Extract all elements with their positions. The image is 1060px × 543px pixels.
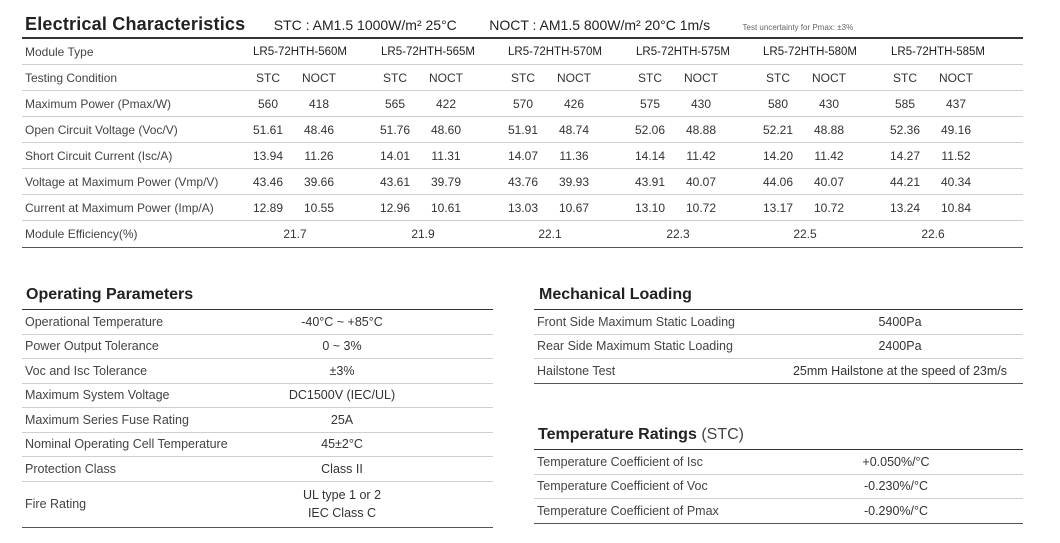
stc-value: 560 xyxy=(257,96,279,111)
stc-label: STC xyxy=(256,70,280,85)
stc-value: 52.06 xyxy=(634,122,666,137)
noct-value: 10.67 xyxy=(558,200,590,215)
electrical-row xyxy=(22,117,1023,143)
noct-value: 39.79 xyxy=(430,174,462,189)
temperature-title-suffix: (STC) xyxy=(701,426,744,443)
stc-value: 51.76 xyxy=(379,122,411,137)
stc-value: 565 xyxy=(384,96,406,111)
noct-value: 49.16 xyxy=(940,122,972,137)
fire-rating-line: IEC Class C xyxy=(307,506,377,520)
temperature-value: -0.290%/°C xyxy=(863,503,929,518)
fire-rating-value xyxy=(262,482,422,527)
noct-label: NOCT xyxy=(684,70,718,85)
testing-condition-label: Testing Condition xyxy=(25,70,118,85)
mechanical-value: 25mm Hailstone at the speed of 23m/s xyxy=(792,363,1007,378)
electrical-row xyxy=(22,169,1023,195)
noct-value: 48.60 xyxy=(430,122,462,137)
operating-label: Protection Class xyxy=(25,461,117,476)
stc-label: STC xyxy=(383,70,407,85)
mechanical-value: 2400Pa xyxy=(878,339,922,354)
operating-row xyxy=(22,384,493,409)
stc-value: 14.20 xyxy=(762,148,794,163)
stc-value: 12.89 xyxy=(252,200,284,215)
stc-value: 585 xyxy=(894,96,916,111)
noct-value: 10.61 xyxy=(430,200,462,215)
operating-label: Maximum System Voltage xyxy=(25,388,170,403)
efficiency-value: 22.3 xyxy=(666,227,690,241)
stc-value: 43.91 xyxy=(634,174,666,189)
mechanical-row xyxy=(534,359,1023,384)
mechanical-label: Front Side Maximum Static Loading xyxy=(537,314,736,329)
fire-rating-line: UL type 1 or 2 xyxy=(302,488,382,502)
temperature-rows xyxy=(534,449,1023,524)
temperature-value: +0.050%/°C xyxy=(862,454,930,469)
stc-value: 51.91 xyxy=(507,122,539,137)
operating-value: ±3% xyxy=(329,363,355,378)
noct-value: 430 xyxy=(818,96,840,111)
stc-value: 14.07 xyxy=(507,148,539,163)
stc-value: 44.21 xyxy=(889,174,921,189)
model-header: LR5-72HTH-570M xyxy=(508,45,602,58)
mechanical-rows xyxy=(534,309,1023,384)
noct-value: 40.07 xyxy=(813,174,845,189)
operating-label: Maximum Series Fuse Rating xyxy=(25,412,189,427)
efficiency-value: 22.1 xyxy=(538,227,562,241)
noct-condition: NOCT : AM1.5 800W/m² 20°C 1m/s xyxy=(489,17,711,33)
electrical-row-label: Short Circuit Current (Isc/A) xyxy=(25,148,173,163)
testing-condition-row xyxy=(22,65,1023,91)
electrical-row-label: Voltage at Maximum Power (Vmp/V) xyxy=(25,174,219,189)
operating-row xyxy=(22,309,493,335)
operating-rows xyxy=(22,309,493,482)
electrical-data-rows xyxy=(22,91,1023,221)
fire-rating-row xyxy=(22,482,493,528)
stc-condition: STC : AM1.5 1000W/m² 25°C xyxy=(273,17,457,33)
stc-value: 575 xyxy=(639,96,661,111)
noct-value: 11.42 xyxy=(814,148,844,163)
stc-value: 52.21 xyxy=(762,122,794,137)
operating-label: Power Output Tolerance xyxy=(25,339,159,354)
noct-value: 422 xyxy=(435,96,457,111)
noct-value: 40.07 xyxy=(685,174,717,189)
model-header: LR5-72HTH-565M xyxy=(381,45,475,58)
stc-value: 14.14 xyxy=(634,148,666,163)
operating-row xyxy=(22,335,493,360)
stc-value: 13.17 xyxy=(762,200,794,215)
temperature-row xyxy=(534,449,1023,475)
operating-row xyxy=(22,359,493,384)
operating-value: 25A xyxy=(330,412,354,427)
temperature-row xyxy=(534,475,1023,500)
mechanical-row xyxy=(534,309,1023,335)
operating-label: Operational Temperature xyxy=(25,314,164,329)
mechanical-table xyxy=(534,309,1023,384)
operating-label: Voc and Isc Tolerance xyxy=(25,363,148,378)
noct-value: 39.66 xyxy=(303,174,335,189)
operating-row xyxy=(22,408,493,433)
noct-label: NOCT xyxy=(812,70,846,85)
noct-value: 11.31 xyxy=(431,148,461,163)
noct-value: 48.46 xyxy=(303,122,335,137)
noct-value: 48.88 xyxy=(685,122,717,137)
noct-value: 10.55 xyxy=(303,200,335,215)
mechanical-label: Rear Side Maximum Static Loading xyxy=(537,339,733,354)
temperature-title xyxy=(538,426,744,444)
module-type-label: Module Type xyxy=(25,44,94,59)
noct-value: 40.34 xyxy=(940,174,972,189)
temperature-label: Temperature Coefficient of Pmax xyxy=(537,503,719,518)
fire-rating-label: Fire Rating xyxy=(25,497,87,511)
operating-value: -40°C ~ +85°C xyxy=(301,314,383,329)
stc-value: 51.61 xyxy=(252,122,284,137)
noct-label: NOCT xyxy=(939,70,973,85)
model-header: LR5-72HTH-560M xyxy=(253,45,347,58)
stc-label: STC xyxy=(766,70,790,85)
noct-value: 426 xyxy=(563,96,585,111)
operating-value: DC1500V (IEC/UL) xyxy=(288,388,396,403)
noct-value: 39.93 xyxy=(558,174,590,189)
stc-value: 13.10 xyxy=(634,200,666,215)
mechanical-title: Mechanical Loading xyxy=(539,286,692,303)
stc-value: 14.27 xyxy=(889,148,921,163)
stc-value: 12.96 xyxy=(379,200,411,215)
stc-value: 13.24 xyxy=(889,200,921,215)
mechanical-row xyxy=(534,335,1023,360)
electrical-title: Electrical Characteristics xyxy=(25,14,246,34)
test-uncertainty-note: Test uncertainty for Pmax: ±3% xyxy=(742,23,854,32)
stc-label: STC xyxy=(511,70,535,85)
temperature-value: -0.230%/°C xyxy=(863,479,929,494)
efficiency-label: Module Efficiency(%) xyxy=(25,227,138,241)
electrical-row xyxy=(22,91,1023,117)
operating-value: 45±2°C xyxy=(321,437,363,452)
electrical-row-label: Open Circuit Voltage (Voc/V) xyxy=(25,122,178,137)
operating-row xyxy=(22,457,493,482)
temperature-label: Temperature Coefficient of Isc xyxy=(537,454,703,469)
operating-title: Operating Parameters xyxy=(26,286,194,303)
noct-value: 430 xyxy=(690,96,712,111)
operating-value: 0 ~ 3% xyxy=(322,339,362,354)
noct-label: NOCT xyxy=(302,70,336,85)
noct-value: 48.74 xyxy=(558,122,590,137)
efficiency-value: 21.9 xyxy=(411,227,435,241)
electrical-row-label: Current at Maximum Power (Imp/A) xyxy=(25,200,214,215)
noct-value: 10.84 xyxy=(940,200,972,215)
model-header: LR5-72HTH-580M xyxy=(763,45,857,58)
stc-value: 570 xyxy=(512,96,534,111)
operating-label: Nominal Operating Cell Temperature xyxy=(25,437,228,452)
temperature-label: Temperature Coefficient of Voc xyxy=(537,479,708,494)
model-header: LR5-72HTH-575M xyxy=(636,45,730,58)
efficiency-value: 22.6 xyxy=(921,227,945,241)
efficiency-row xyxy=(22,221,1023,248)
stc-value: 14.01 xyxy=(379,148,411,163)
stc-value: 52.36 xyxy=(889,122,921,137)
stc-value: 43.46 xyxy=(252,174,284,189)
noct-value: 10.72 xyxy=(685,200,717,215)
stc-value: 44.06 xyxy=(762,174,794,189)
efficiency-value: 22.5 xyxy=(793,227,817,241)
mechanical-label: Hailstone Test xyxy=(537,363,616,378)
noct-label: NOCT xyxy=(429,70,463,85)
temperature-table xyxy=(534,449,1023,524)
stc-value: 43.61 xyxy=(379,174,411,189)
temperature-row xyxy=(534,499,1023,524)
stc-value: 13.94 xyxy=(252,148,284,163)
noct-value: 437 xyxy=(945,96,967,111)
noct-value: 418 xyxy=(308,96,330,111)
electrical-table xyxy=(22,37,1023,248)
module-type-row xyxy=(22,37,1023,65)
electrical-row xyxy=(22,143,1023,169)
stc-label: STC xyxy=(638,70,662,85)
electrical-row xyxy=(22,195,1023,221)
noct-value: 11.36 xyxy=(559,148,589,163)
efficiency-value: 21.7 xyxy=(283,227,307,241)
noct-value: 11.26 xyxy=(304,148,334,163)
stc-value: 13.03 xyxy=(507,200,539,215)
stc-value: 43.76 xyxy=(507,174,539,189)
noct-value: 11.42 xyxy=(686,148,716,163)
noct-label: NOCT xyxy=(557,70,591,85)
model-header: LR5-72HTH-585M xyxy=(891,45,985,58)
operating-row xyxy=(22,433,493,458)
noct-value: 11.52 xyxy=(941,148,971,163)
temperature-title-text: Temperature Ratings xyxy=(538,426,697,443)
noct-value: 10.72 xyxy=(813,200,845,215)
operating-table xyxy=(22,309,493,528)
noct-value: 48.88 xyxy=(813,122,845,137)
electrical-header xyxy=(25,14,853,38)
electrical-row-label: Maximum Power (Pmax/W) xyxy=(25,96,172,111)
mechanical-value: 5400Pa xyxy=(878,314,922,329)
stc-label: STC xyxy=(893,70,917,85)
stc-value: 580 xyxy=(767,96,789,111)
operating-value: Class II xyxy=(321,461,363,476)
